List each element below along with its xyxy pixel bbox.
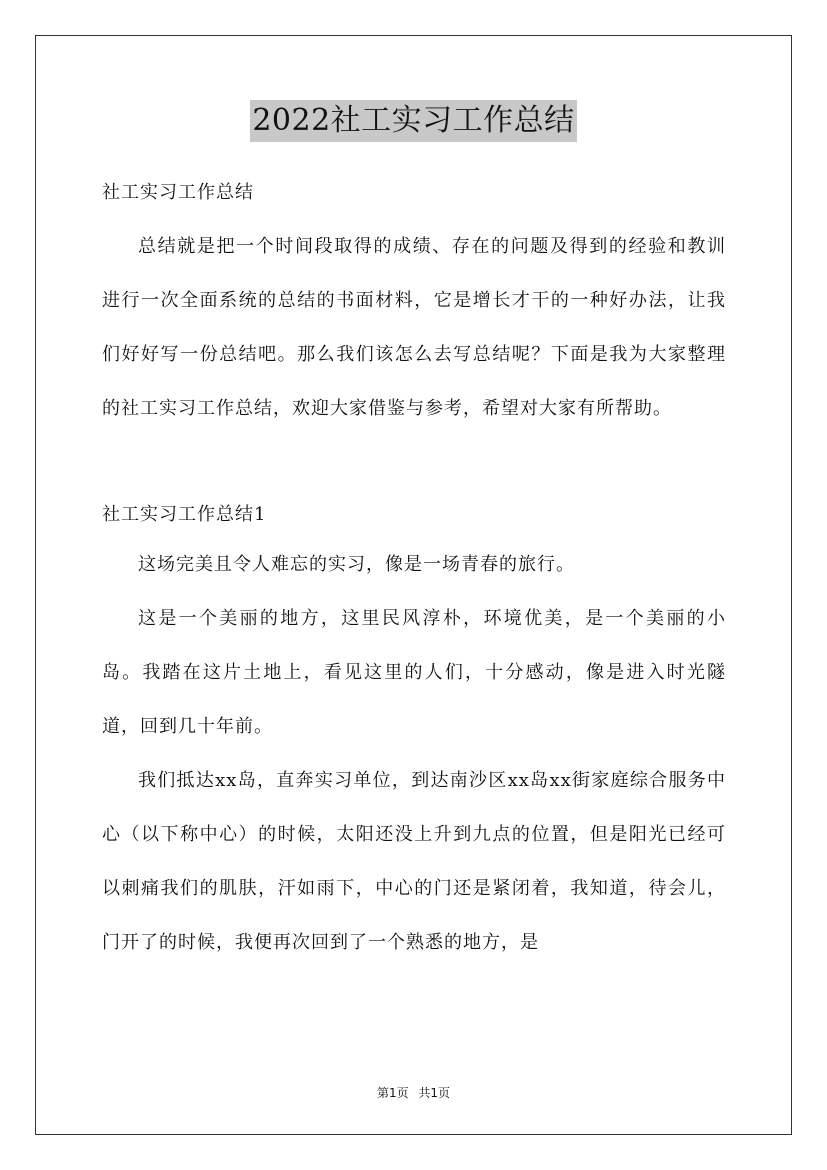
intro-heading: 社工实习工作总结 xyxy=(102,182,254,203)
page-footer xyxy=(0,1084,827,1101)
section1-paragraph: 这是一个美丽的地方，这里民风淳朴，环境优美，是一个美丽的小岛。我踏在这片土地上，看见这里的人们，十分感动，像是进入时光隧道，回到几十年前。 xyxy=(102,608,726,737)
section1-paragraph: 这场完美且令人难忘的实习，像是一场青春的旅行。 xyxy=(138,554,575,575)
total-pages: 共1页 xyxy=(418,1086,451,1100)
section1-paragraph: 我们抵达xx岛，直奔实习单位，到达南沙区xx岛xx街家庭综合服务中心（以下称中心）的时候，太阳还没上升到九点的位置，但是阳光已经可以刺痛我们的肌肤，汗如雨下，中心的门还是紧闭着，我知道，待会儿，门开了的时候，我便再次回到了一个熟悉的地方，是 xyxy=(102,770,726,953)
section1-heading: 社工实习工作总结1 xyxy=(102,504,267,525)
section-gap xyxy=(102,436,726,492)
intro-paragraph: 总结就是把一个时间段取得的成绩、存在的问题及得到的经验和教训进行一次全面系统的总结的书面材料，它是增长才干的一种好办法，让我们好好写一份总结吧。那么我们该怎么去写总结呢？下面是我为大家整理的社工实习工作总结，欢迎大家借鉴与参考，希望对大家有所帮助。 xyxy=(102,236,726,419)
title-area xyxy=(0,100,827,142)
page-number: 第1页 xyxy=(376,1086,409,1100)
document-title: 2022社工实习工作总结 xyxy=(250,100,576,142)
document-body xyxy=(102,170,726,970)
